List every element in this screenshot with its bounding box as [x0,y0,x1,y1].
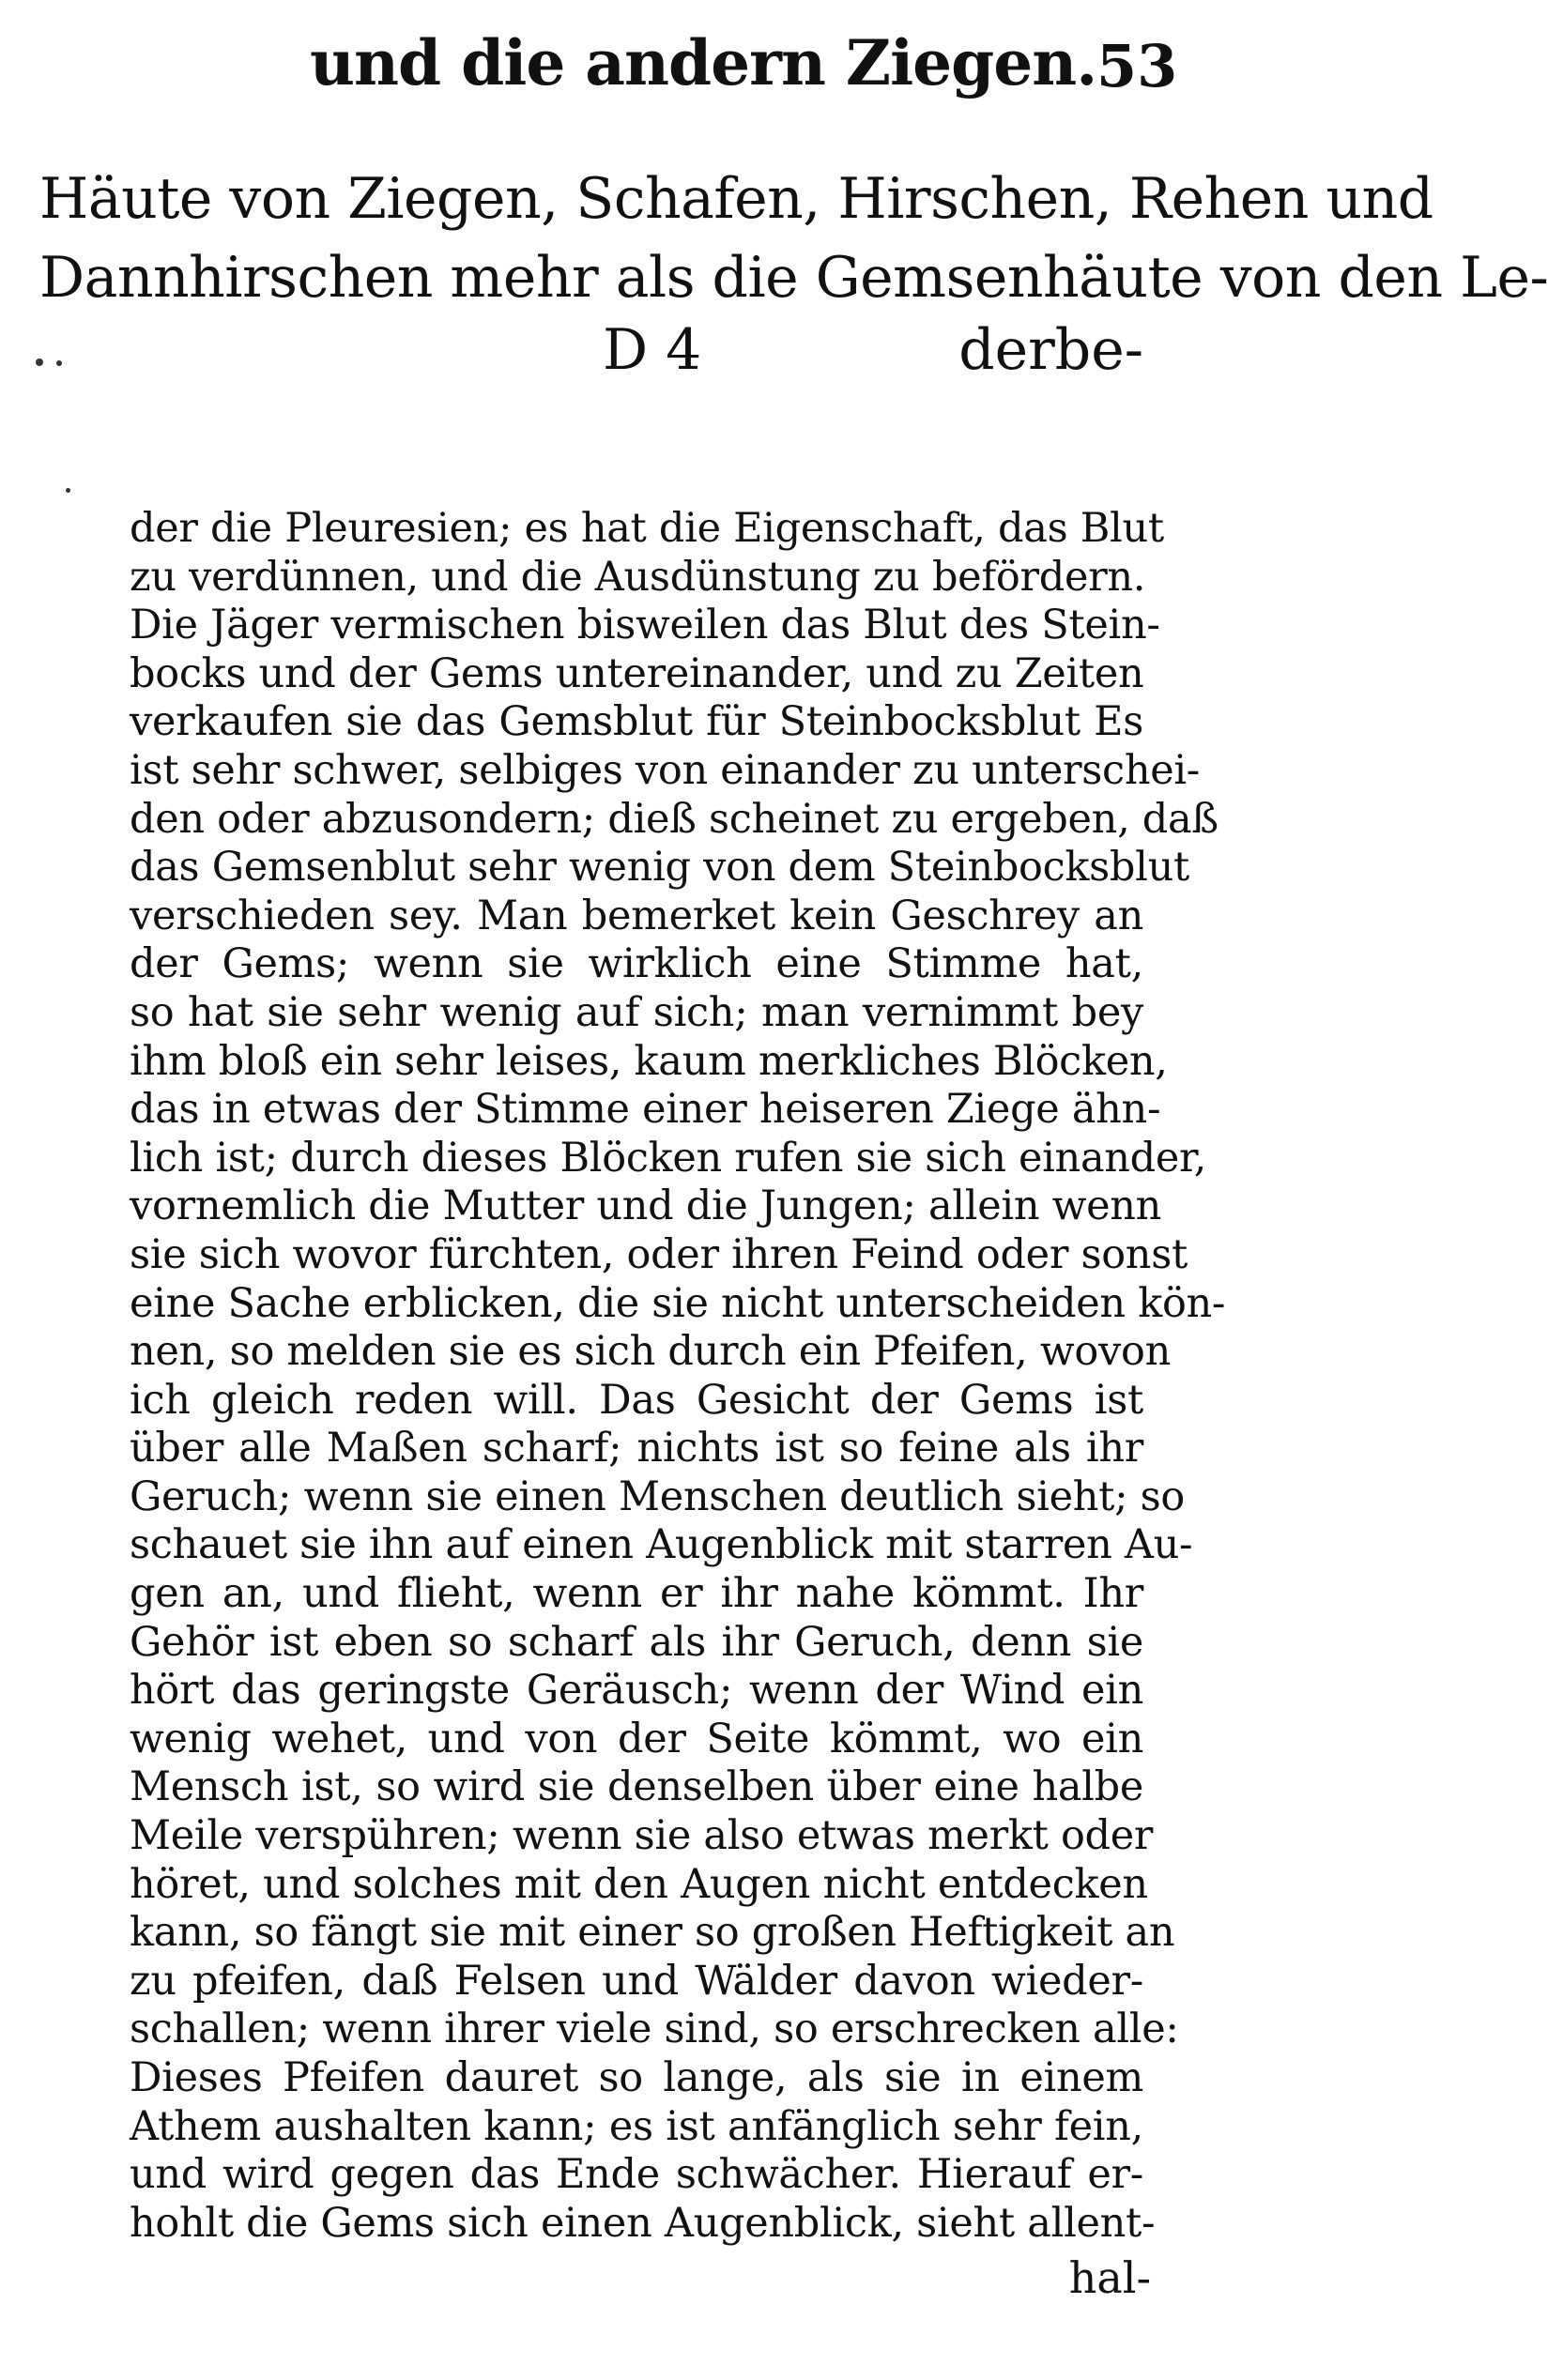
text-line: schallen; wenn ihrer viele sind, so erschrecken alle: [130,2006,1179,2053]
text-line: Dieses Pfeifen dauret so lange, als sie in einem [130,2054,1143,2101]
text-line: Geruch; wenn sie einen Menschen deutlich sieht; so [130,1472,1185,1520]
text-line: hohlt die Gems sich einen Augenblick, sieht allent- [130,2199,1156,2247]
text-line: das Gemsenblut sehr wenig von dem Steinbocksblut [130,844,1189,892]
text-line: zu pfeifen, daß Felsen und Wälder davon wieder- [130,1957,1143,2005]
text-line: lich ist; durch dieses Blöcken rufen sie sich einander, [130,1134,1206,1182]
bleed-through-catchword: derbe- [958,317,1143,383]
catchword: hal- [1068,2252,1151,2303]
bleed-through-line: Häute von Ziegen, Schafen, Hirschen, Rehen und [39,166,1433,232]
text-line: Mensch ist, so wird sie denselben über eine halbe [130,1763,1143,1811]
text-line: verschieden sey. Man bemerket kein Geschrey an [130,892,1143,939]
ink-speck [36,359,43,366]
running-title: und die andern Ziegen. [310,26,1097,99]
text-line: höret, und solches mit den Augen nicht entdecken [130,1860,1148,1908]
text-line: Meile verspühren; wenn sie also etwas merkt oder [130,1812,1154,1860]
bleed-through-line: Dannhirschen mehr als die Gemsenhäute von den Le- [39,245,1548,311]
text-line: eine Sache erblicken, die sie nicht unterscheiden kön- [130,1279,1226,1327]
signature-mark: D 4 [603,317,702,383]
text-line: Die Jäger vermischen bisweilen das Blut des Stein- [130,602,1160,649]
text-line: schauet sie ihn auf einen Augenblick mit starren Au- [130,1521,1193,1569]
ink-speck [56,360,62,366]
ink-speck [66,488,70,493]
text-line: vornemlich die Mutter und die Jungen; allein wenn [130,1182,1162,1230]
page-number: 53 [1096,32,1178,100]
text-line: und wird gegen das Ende schwächer. Hierauf er- [130,2151,1143,2199]
bleed-through-block [39,160,1548,402]
text-line: so hat sie sehr wenig auf sich; man vernimmt bey [130,988,1143,1036]
text-line: der Gems; wenn sie wirklich eine Stimme hat, [130,940,1143,988]
text-line: Gehör ist eben so scharf als ihr Geruch, denn sie [130,1618,1143,1666]
text-line: das in etwas der Stimme einer heiseren Ziege ähn- [130,1086,1161,1134]
text-line: der die Pleuresien; es hat die Eigenschaft, das Blut [130,505,1164,552]
text-line: ist sehr schwer, selbiges von einander zu unterschei- [130,746,1201,794]
text-line: ich gleich reden will. Das Gesicht der Gems ist [130,1376,1143,1424]
text-line: Athem aushalten kann; es ist anfänglich sehr fein, [130,2102,1143,2150]
text-line: zu verdünnen, und die Ausdünstung zu befördern. [130,553,1146,601]
text-line: ihm bloß ein sehr leises, kaum merkliches Blöcken, [130,1037,1168,1085]
text-line: bocks und der Gems untereinander, und zu Zeiten [130,649,1144,697]
text-line: gen an, und flieht, wenn er ihr nahe kömmt. Ihr [130,1570,1143,1618]
text-line: sie sich wovor fürchten, oder ihren Feind oder sonst [130,1230,1188,1278]
text-line: über alle Maßen scharf; nichts ist so feine als ihr [130,1425,1143,1472]
text-line: nen, so melden sie es sich durch ein Pfeifen, wovon [130,1328,1171,1376]
text-line: hört das geringste Geräusch; wenn der Wind ein [130,1667,1143,1715]
text-line: kann, so fängt sie mit einer so großen Heftigkeit an [130,1909,1175,1957]
text-line: wenig wehet, und von der Seite kömmt, wo ein [130,1715,1143,1762]
body-text [130,505,1226,2248]
text-line: verkaufen sie das Gemsblut für Steinbocksblut Es [130,698,1143,746]
text-line: den oder abzusondern; dieß scheinet zu ergeben, daß [130,795,1218,843]
signature-row [39,317,1166,402]
